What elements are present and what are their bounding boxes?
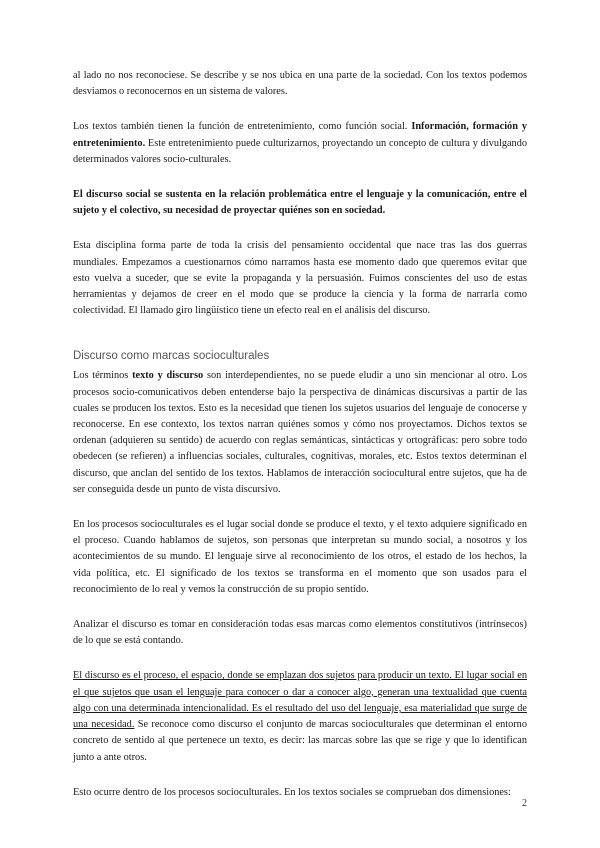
social-discourse-bold: El discurso social se sustenta en la relación problemática entre el lenguaje y la comunicación, entre el sujeto y el colectivo, su necesidad de proyectar quiénes son en sociedad. [73,189,527,217]
entertainment-rest: Este entretenimiento puede culturizarnos, proyectando un concepto de cultura y divulgando determinados valores socio-culturales. [73,137,527,165]
paragraph-text-discourse [73,368,527,498]
paragraph-discourse-definition [73,668,527,765]
text-discourse-rest: son interdependientes, no se puede eludir a uno sin mencionar al otro. Los procesos socio-comunicativos deben entenderse bajo la perspectiva de dinámicas discursivas a partir de las cuales se producen los textos. Esto es la necesidad que tienen los sujetos usuarios del lenguaje de conocerse y reconocerse. En ese contexto, los textos narran quiénes somos y cómo nos proyectamos. Dichos textos se ordenan (adquieren su sentido) de acuerdo con reglas semánticas, sintácticas y ortográficas: pero sobre todo obedecen (se refieren) a influencias sociales, culturales, cognitivas, morales, etc. Estos textos determinan el discurso, que anclan del sentido de los textos. Hablamos de interacción sociocultural entre sujetos, que ha de ser conseguida desde un punto de vista discursivo. [73,370,528,495]
section-heading: Discurso como marcas socioculturales [73,350,270,363]
paragraph-analysis: Analizar el discurso es tomar en consideración todas esas marcas como elementos constitutivos (intrínsecos) de lo que se está contando. [73,619,527,647]
entertainment-bold: Información, formación y entretenimiento. [73,121,528,149]
paragraph-dimensions: Esto ocurre dentro de los procesos socioculturales. En los textos sociales se comprueban dos dimensiones: [73,786,511,798]
entertainment-intro: Los textos también tienen la función de entretenimiento, como función social. [73,121,412,133]
discourse-definition-rest: Se reconoce como discurso el conjunto de marcas socioculturales que determinan el entorno concreto de sentido al que pertenece un texto, es decir: las marcas sobre las que se rige y que lo identifican junto a ante otros. [73,719,527,763]
paragraph-sociocultural-processes: En los procesos socioculturales es el lugar social donde se produce el texto, y el texto adquiere significado en el proceso. Cuando hablamos de sujetos, son personas que interpretan su mundo social, a nosotros y los acontecimientos de su mundo. El lenguaje sirve al reconocimiento de los otros, el estado de los hechos, la vida política, etc. El significado de los textos se transforma en el momento que son usados para el reconocimiento de lo real y vemos la construcción de su propio sentido. [73,519,527,595]
text-discourse-bold: texto y discurso [132,370,204,382]
text-discourse-intro: Los términos [73,370,133,382]
paragraph-social-discourse [73,187,527,219]
page-number: 2 [522,798,527,809]
paragraph-values: al lado no nos reconociese. Se describe y se nos ubica en una parte de la sociedad. Con los textos podemos desviamos o reconocernos en un sistema de valores. [73,70,527,98]
page-content [73,68,527,801]
discourse-definition-underlined: El discurso es el proceso, el espacio, donde se emplazan dos sujetos para producir un texto. El lugar social en el que sujetos que usan el lenguaje para conocer o dar a conocer algo, generan una textualidad que cuenta algo con una determinada intencionalidad. Es el resultado del uso del lenguaje, esa materialidad que surge de una necesidad. [73,670,527,731]
paragraph-discipline: Esta disciplina forma parte de toda la crisis del pensamiento occidental que nace tras las dos guerras mundiales. Empezamos a cuestionarnos cómo narramos hasta ese momento dado que queremos evitar que esto vuelva a suceder, que se evite la propaganda y la persuasión. Fuimos conscientes del uso de estas herramientas y dejamos de creer en el modo que se produce la ciencia y la forma de narrarla como colectividad. El llamado giro lingüístico tiene un efecto real en el análisis del discurso. [73,240,527,317]
paragraph-entertainment [73,119,527,168]
